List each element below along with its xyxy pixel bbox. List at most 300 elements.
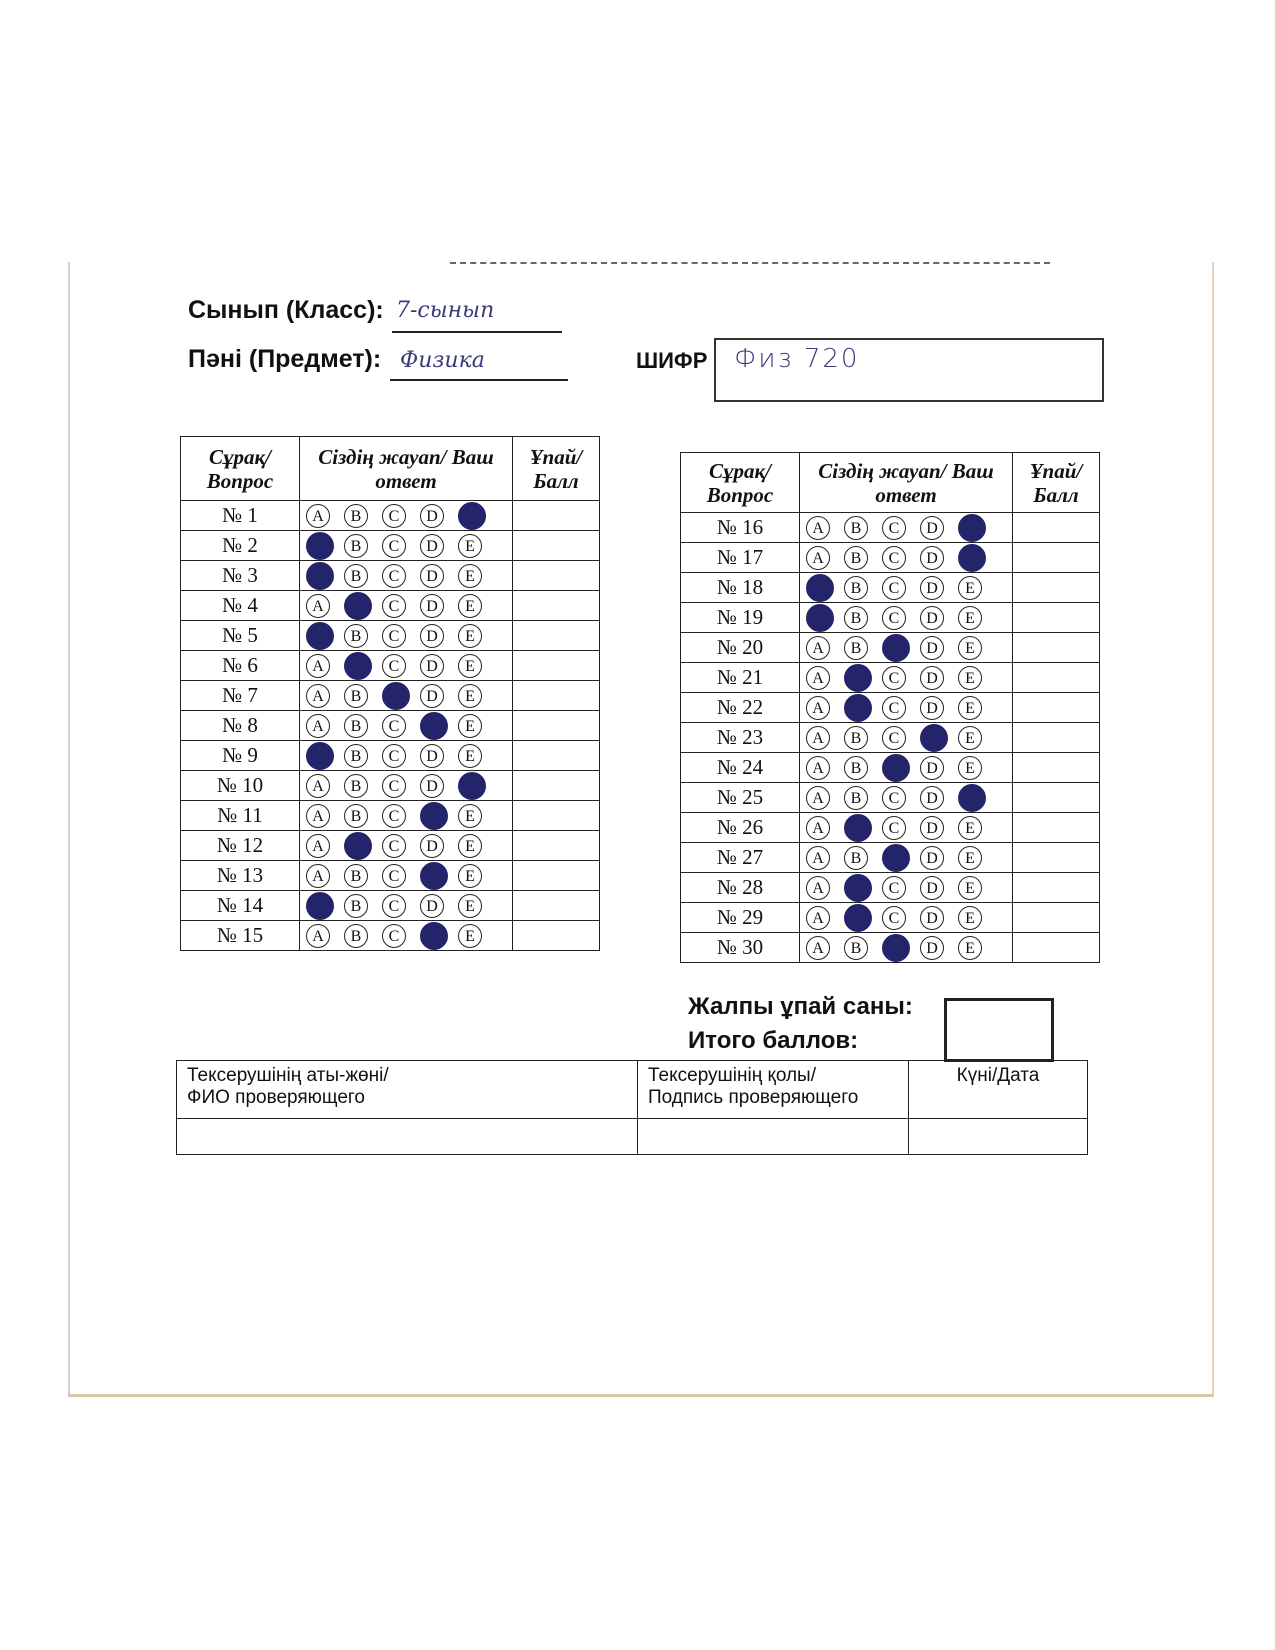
col-answer-header: Сіздің жауап/ Ваш ответ <box>800 453 1013 513</box>
score-cell[interactable] <box>1013 693 1100 723</box>
option-bubble-e[interactable]: E <box>958 576 982 600</box>
option-bubble-d[interactable]: D <box>420 834 444 858</box>
question-number: № 23 <box>681 723 800 753</box>
score-cell[interactable] <box>1013 753 1100 783</box>
answer-options <box>300 831 513 861</box>
date-field[interactable] <box>909 1119 1088 1155</box>
option-bubble-b-filled[interactable] <box>344 592 372 620</box>
option-bubble-d[interactable]: D <box>920 846 944 870</box>
question-number: № 11 <box>181 801 300 831</box>
question-number: № 30 <box>681 933 800 963</box>
option-bubble-b[interactable]: B <box>844 786 868 810</box>
checker-name-field[interactable] <box>177 1119 638 1155</box>
option-bubble-b-filled[interactable] <box>344 652 372 680</box>
option-bubble-e[interactable]: E <box>958 936 982 960</box>
option-bubble-c[interactable]: C <box>382 864 406 888</box>
option-bubble-b-filled[interactable] <box>844 814 872 842</box>
option-bubble-d[interactable]: D <box>920 816 944 840</box>
score-cell[interactable] <box>513 501 600 531</box>
answer-row <box>681 663 1100 693</box>
option-bubble-d[interactable]: D <box>420 774 444 798</box>
option-bubble-a[interactable]: A <box>306 684 330 708</box>
option-bubble-d[interactable]: D <box>420 594 444 618</box>
option-bubble-c[interactable]: C <box>882 546 906 570</box>
option-bubble-e[interactable]: E <box>958 666 982 690</box>
option-bubble-c[interactable]: C <box>382 564 406 588</box>
question-number: № 12 <box>181 831 300 861</box>
option-bubble-e-filled[interactable] <box>958 514 986 542</box>
option-bubble-b[interactable]: B <box>844 516 868 540</box>
answer-row <box>681 603 1100 633</box>
option-bubble-d-filled[interactable] <box>420 712 448 740</box>
class-value[interactable]: 7-сынып <box>396 298 495 323</box>
answer-options <box>800 663 1013 693</box>
option-bubble-c[interactable]: C <box>882 786 906 810</box>
score-cell[interactable] <box>513 921 600 951</box>
answer-row <box>681 873 1100 903</box>
option-bubble-c[interactable]: C <box>382 834 406 858</box>
option-bubble-b[interactable]: B <box>844 576 868 600</box>
col-answer-header: Сіздің жауап/ Ваш ответ <box>300 437 513 501</box>
question-number: № 24 <box>681 753 800 783</box>
answer-row <box>181 501 600 531</box>
option-bubble-c[interactable]: C <box>882 666 906 690</box>
score-cell[interactable] <box>1013 933 1100 963</box>
answer-row <box>681 753 1100 783</box>
option-bubble-d[interactable]: D <box>920 756 944 780</box>
answer-row <box>181 861 600 891</box>
option-bubble-a[interactable]: A <box>806 846 830 870</box>
answer-options <box>800 783 1013 813</box>
option-bubble-b[interactable]: B <box>344 804 368 828</box>
option-bubble-e[interactable]: E <box>458 924 482 948</box>
score-cell[interactable] <box>1013 813 1100 843</box>
question-number: № 7 <box>181 681 300 711</box>
answer-options <box>300 651 513 681</box>
score-cell[interactable] <box>513 891 600 921</box>
option-bubble-c[interactable]: C <box>382 504 406 528</box>
option-bubble-e[interactable]: E <box>458 834 482 858</box>
score-cell[interactable] <box>513 741 600 771</box>
option-bubble-d[interactable]: D <box>920 546 944 570</box>
option-bubble-c[interactable]: C <box>882 906 906 930</box>
question-number: № 3 <box>181 561 300 591</box>
option-bubble-b[interactable]: B <box>344 504 368 528</box>
option-bubble-a[interactable]: A <box>806 816 830 840</box>
score-cell[interactable] <box>513 771 600 801</box>
option-bubble-b[interactable]: B <box>344 684 368 708</box>
answer-row <box>681 723 1100 753</box>
option-bubble-c-filled[interactable] <box>882 844 910 872</box>
option-bubble-a[interactable]: A <box>306 654 330 678</box>
answer-options <box>300 621 513 651</box>
option-bubble-a[interactable]: A <box>806 516 830 540</box>
option-bubble-e[interactable]: E <box>458 654 482 678</box>
option-bubble-e[interactable]: E <box>958 846 982 870</box>
option-bubble-e-filled[interactable] <box>458 772 486 800</box>
question-number: № 26 <box>681 813 800 843</box>
option-bubble-d[interactable]: D <box>920 516 944 540</box>
option-bubble-d-filled[interactable] <box>420 862 448 890</box>
answer-options <box>300 861 513 891</box>
score-cell[interactable] <box>513 861 600 891</box>
option-bubble-a-filled[interactable] <box>306 742 334 770</box>
answer-options <box>800 573 1013 603</box>
answer-row <box>681 903 1100 933</box>
score-cell[interactable] <box>1013 543 1100 573</box>
subject-label: Пәні (Предмет): <box>188 345 382 373</box>
answer-options <box>300 591 513 621</box>
option-bubble-b[interactable]: B <box>844 636 868 660</box>
answer-row <box>681 573 1100 603</box>
score-cell[interactable] <box>513 651 600 681</box>
option-bubble-e-filled[interactable] <box>958 784 986 812</box>
option-bubble-b[interactable]: B <box>844 726 868 750</box>
option-bubble-c[interactable]: C <box>882 816 906 840</box>
answer-options <box>300 531 513 561</box>
option-bubble-b[interactable]: B <box>344 774 368 798</box>
option-bubble-c[interactable]: C <box>882 516 906 540</box>
answer-options <box>300 501 513 531</box>
question-number: № 9 <box>181 741 300 771</box>
option-bubble-e[interactable]: E <box>458 624 482 648</box>
option-bubble-d-filled[interactable] <box>420 922 448 950</box>
option-bubble-d[interactable]: D <box>920 576 944 600</box>
question-number: № 2 <box>181 531 300 561</box>
perforation-line <box>450 262 1050 264</box>
answer-options <box>800 633 1013 663</box>
score-cell[interactable] <box>1013 843 1100 873</box>
question-number: № 14 <box>181 891 300 921</box>
option-bubble-d[interactable]: D <box>920 936 944 960</box>
checker-name-ru: ФИО проверяющего <box>187 1087 365 1108</box>
answer-options <box>800 603 1013 633</box>
answer-row <box>681 813 1100 843</box>
option-bubble-b[interactable]: B <box>344 744 368 768</box>
answer-table-left <box>180 436 600 951</box>
option-bubble-b-filled[interactable] <box>844 664 872 692</box>
option-bubble-e[interactable]: E <box>958 726 982 750</box>
question-number: № 8 <box>181 711 300 741</box>
option-bubble-d[interactable]: D <box>920 666 944 690</box>
score-cell[interactable] <box>513 591 600 621</box>
question-number: № 28 <box>681 873 800 903</box>
answer-row <box>681 513 1100 543</box>
total-label-ru: Итого баллов: <box>688 1027 859 1054</box>
answer-options <box>300 921 513 951</box>
option-bubble-e[interactable]: E <box>458 684 482 708</box>
option-bubble-d-filled[interactable] <box>420 802 448 830</box>
answer-options <box>300 711 513 741</box>
option-bubble-d[interactable]: D <box>420 624 444 648</box>
answer-row <box>681 843 1100 873</box>
col-question-header: Сұрақ/ Вопрос <box>681 453 800 513</box>
answer-options <box>800 933 1013 963</box>
subject-underline <box>390 379 568 381</box>
option-bubble-e[interactable]: E <box>958 876 982 900</box>
option-bubble-a[interactable]: A <box>806 666 830 690</box>
score-cell[interactable] <box>513 801 600 831</box>
option-bubble-c[interactable]: C <box>382 714 406 738</box>
option-bubble-b-filled[interactable] <box>844 904 872 932</box>
option-bubble-e[interactable]: E <box>458 594 482 618</box>
option-bubble-a[interactable]: A <box>806 636 830 660</box>
score-cell[interactable] <box>513 681 600 711</box>
answer-row <box>181 681 600 711</box>
answer-options <box>300 801 513 831</box>
answer-options <box>800 843 1013 873</box>
answer-options <box>300 891 513 921</box>
score-cell[interactable] <box>1013 783 1100 813</box>
option-bubble-c[interactable]: C <box>882 876 906 900</box>
option-bubble-a-filled[interactable] <box>306 892 334 920</box>
option-bubble-d[interactable]: D <box>920 606 944 630</box>
option-bubble-d[interactable]: D <box>420 744 444 768</box>
score-cell[interactable] <box>513 711 600 741</box>
option-bubble-e-filled[interactable] <box>958 544 986 572</box>
option-bubble-d[interactable]: D <box>420 564 444 588</box>
option-bubble-b[interactable]: B <box>844 936 868 960</box>
option-bubble-d[interactable]: D <box>420 504 444 528</box>
answer-options <box>300 561 513 591</box>
option-bubble-d-filled[interactable] <box>920 724 948 752</box>
option-bubble-c[interactable]: C <box>882 576 906 600</box>
score-cell[interactable] <box>513 621 600 651</box>
option-bubble-a-filled[interactable] <box>306 622 334 650</box>
question-number: № 22 <box>681 693 800 723</box>
option-bubble-b[interactable]: B <box>844 546 868 570</box>
score-cell[interactable] <box>513 561 600 591</box>
answer-row <box>181 891 600 921</box>
option-bubble-c[interactable]: C <box>382 924 406 948</box>
answer-row <box>181 741 600 771</box>
answer-row <box>181 711 600 741</box>
answer-options <box>800 753 1013 783</box>
checker-sign-field[interactable] <box>638 1119 909 1155</box>
answer-row <box>181 921 600 951</box>
option-bubble-a[interactable]: A <box>806 726 830 750</box>
checker-sign-kz: Тексерушінің қолы/ <box>648 1065 816 1086</box>
option-bubble-e[interactable]: E <box>458 864 482 888</box>
answer-row <box>681 633 1100 663</box>
option-bubble-c[interactable]: C <box>882 606 906 630</box>
checker-sign-ru: Подпись проверяющего <box>648 1087 859 1108</box>
option-bubble-a-filled[interactable] <box>306 562 334 590</box>
answer-options <box>800 513 1013 543</box>
score-cell[interactable] <box>1013 633 1100 663</box>
option-bubble-e-filled[interactable] <box>458 502 486 530</box>
question-number: № 5 <box>181 621 300 651</box>
date-header <box>909 1061 1088 1119</box>
option-bubble-a[interactable]: A <box>306 594 330 618</box>
answer-row <box>181 831 600 861</box>
option-bubble-e[interactable]: E <box>458 744 482 768</box>
option-bubble-a[interactable]: A <box>806 756 830 780</box>
option-bubble-a[interactable]: A <box>806 906 830 930</box>
score-cell[interactable] <box>1013 873 1100 903</box>
option-bubble-c-filled[interactable] <box>882 634 910 662</box>
option-bubble-c[interactable]: C <box>382 804 406 828</box>
answer-options <box>800 903 1013 933</box>
signature-table <box>176 1060 1088 1155</box>
option-bubble-e[interactable]: E <box>958 816 982 840</box>
answer-row <box>181 531 600 561</box>
option-bubble-e[interactable]: E <box>458 534 482 558</box>
answer-options <box>800 813 1013 843</box>
option-bubble-b[interactable]: B <box>344 924 368 948</box>
option-bubble-a[interactable]: A <box>306 774 330 798</box>
score-cell[interactable] <box>1013 603 1100 633</box>
answer-row <box>181 771 600 801</box>
answer-rows-left <box>181 501 600 951</box>
option-bubble-e[interactable]: E <box>458 564 482 588</box>
option-bubble-b[interactable]: B <box>344 894 368 918</box>
question-number: № 20 <box>681 633 800 663</box>
score-cell[interactable] <box>1013 903 1100 933</box>
answer-row <box>181 561 600 591</box>
option-bubble-e[interactable]: E <box>458 804 482 828</box>
answer-row <box>181 621 600 651</box>
option-bubble-a[interactable]: A <box>806 696 830 720</box>
option-bubble-e[interactable]: E <box>958 756 982 780</box>
option-bubble-a[interactable]: A <box>306 924 330 948</box>
class-underline <box>392 331 562 333</box>
option-bubble-c[interactable]: C <box>382 624 406 648</box>
question-number: № 13 <box>181 861 300 891</box>
total-label <box>688 990 913 1058</box>
answer-options <box>800 723 1013 753</box>
answer-table-right <box>680 452 1100 963</box>
option-bubble-a[interactable]: A <box>306 714 330 738</box>
option-bubble-a-filled[interactable] <box>806 604 834 632</box>
total-label-kz: Жалпы ұпай саны: <box>688 993 913 1020</box>
date-label: Күні/Дата <box>956 1065 1040 1086</box>
option-bubble-b-filled[interactable] <box>844 874 872 902</box>
answer-options <box>800 693 1013 723</box>
question-number: № 10 <box>181 771 300 801</box>
option-bubble-c[interactable]: C <box>382 894 406 918</box>
class-label: Сынып (Класс): <box>188 296 384 324</box>
option-bubble-c[interactable]: C <box>382 534 406 558</box>
question-number: № 21 <box>681 663 800 693</box>
question-number: № 17 <box>681 543 800 573</box>
col-score-header: Ұпай/ Балл <box>513 437 600 501</box>
option-bubble-c[interactable]: C <box>382 594 406 618</box>
option-bubble-b[interactable]: B <box>344 534 368 558</box>
option-bubble-d[interactable]: D <box>420 894 444 918</box>
answer-options <box>800 873 1013 903</box>
cipher-label: ШИФР <box>636 348 708 373</box>
question-number: № 18 <box>681 573 800 603</box>
option-bubble-a[interactable]: A <box>306 804 330 828</box>
option-bubble-c[interactable]: C <box>882 726 906 750</box>
answer-options <box>300 681 513 711</box>
option-bubble-e[interactable]: E <box>458 894 482 918</box>
option-bubble-c[interactable]: C <box>882 696 906 720</box>
answer-options <box>300 771 513 801</box>
option-bubble-b[interactable]: B <box>344 564 368 588</box>
answer-row <box>681 933 1100 963</box>
answer-options <box>300 741 513 771</box>
option-bubble-c-filled[interactable] <box>882 934 910 962</box>
option-bubble-d[interactable]: D <box>920 696 944 720</box>
option-bubble-b-filled[interactable] <box>344 832 372 860</box>
cipher-value: Физ 720 <box>734 344 860 374</box>
option-bubble-a[interactable]: A <box>306 864 330 888</box>
option-bubble-a[interactable]: A <box>806 876 830 900</box>
option-bubble-a-filled[interactable] <box>306 532 334 560</box>
option-bubble-d[interactable]: D <box>420 534 444 558</box>
option-bubble-b[interactable]: B <box>344 624 368 648</box>
option-bubble-e[interactable]: E <box>958 606 982 630</box>
option-bubble-a[interactable]: A <box>306 504 330 528</box>
option-bubble-b[interactable]: B <box>844 756 868 780</box>
score-cell[interactable] <box>1013 723 1100 753</box>
option-bubble-e[interactable]: E <box>958 696 982 720</box>
answer-row <box>181 651 600 681</box>
score-cell[interactable] <box>513 531 600 561</box>
option-bubble-c[interactable]: C <box>382 654 406 678</box>
total-score-field[interactable] <box>944 998 1054 1062</box>
option-bubble-d[interactable]: D <box>420 654 444 678</box>
option-bubble-a[interactable]: A <box>806 936 830 960</box>
option-bubble-b[interactable]: B <box>344 714 368 738</box>
option-bubble-e[interactable]: E <box>958 636 982 660</box>
question-number: № 6 <box>181 651 300 681</box>
option-bubble-c[interactable]: C <box>382 774 406 798</box>
option-bubble-a[interactable]: A <box>806 786 830 810</box>
score-cell[interactable] <box>1013 663 1100 693</box>
option-bubble-d[interactable]: D <box>920 876 944 900</box>
option-bubble-c-filled[interactable] <box>882 754 910 782</box>
option-bubble-d[interactable]: D <box>920 786 944 810</box>
option-bubble-d[interactable]: D <box>920 906 944 930</box>
option-bubble-b[interactable]: B <box>844 846 868 870</box>
option-bubble-a-filled[interactable] <box>806 574 834 602</box>
question-number: № 16 <box>681 513 800 543</box>
col-score-header: Ұпай/ Балл <box>1013 453 1100 513</box>
answer-rows-right <box>681 513 1100 963</box>
option-bubble-b[interactable]: B <box>844 606 868 630</box>
answer-row <box>681 543 1100 573</box>
option-bubble-e[interactable]: E <box>958 906 982 930</box>
option-bubble-b[interactable]: B <box>344 864 368 888</box>
score-cell[interactable] <box>1013 573 1100 603</box>
option-bubble-c-filled[interactable] <box>382 682 410 710</box>
option-bubble-c[interactable]: C <box>382 744 406 768</box>
score-cell[interactable] <box>513 831 600 861</box>
checker-sign-header <box>638 1061 909 1119</box>
question-number: № 19 <box>681 603 800 633</box>
option-bubble-d[interactable]: D <box>420 684 444 708</box>
question-number: № 1 <box>181 501 300 531</box>
option-bubble-a[interactable]: A <box>806 546 830 570</box>
answer-row <box>181 801 600 831</box>
question-number: № 29 <box>681 903 800 933</box>
question-number: № 25 <box>681 783 800 813</box>
subject-value[interactable]: Физика <box>400 348 485 373</box>
question-number: № 4 <box>181 591 300 621</box>
score-cell[interactable] <box>1013 513 1100 543</box>
question-number: № 15 <box>181 921 300 951</box>
option-bubble-a[interactable]: A <box>306 834 330 858</box>
option-bubble-e[interactable]: E <box>458 714 482 738</box>
answer-row <box>181 591 600 621</box>
col-question-header: Сұрақ/ Вопрос <box>181 437 300 501</box>
option-bubble-d[interactable]: D <box>920 636 944 660</box>
answer-row <box>681 783 1100 813</box>
option-bubble-b-filled[interactable] <box>844 694 872 722</box>
